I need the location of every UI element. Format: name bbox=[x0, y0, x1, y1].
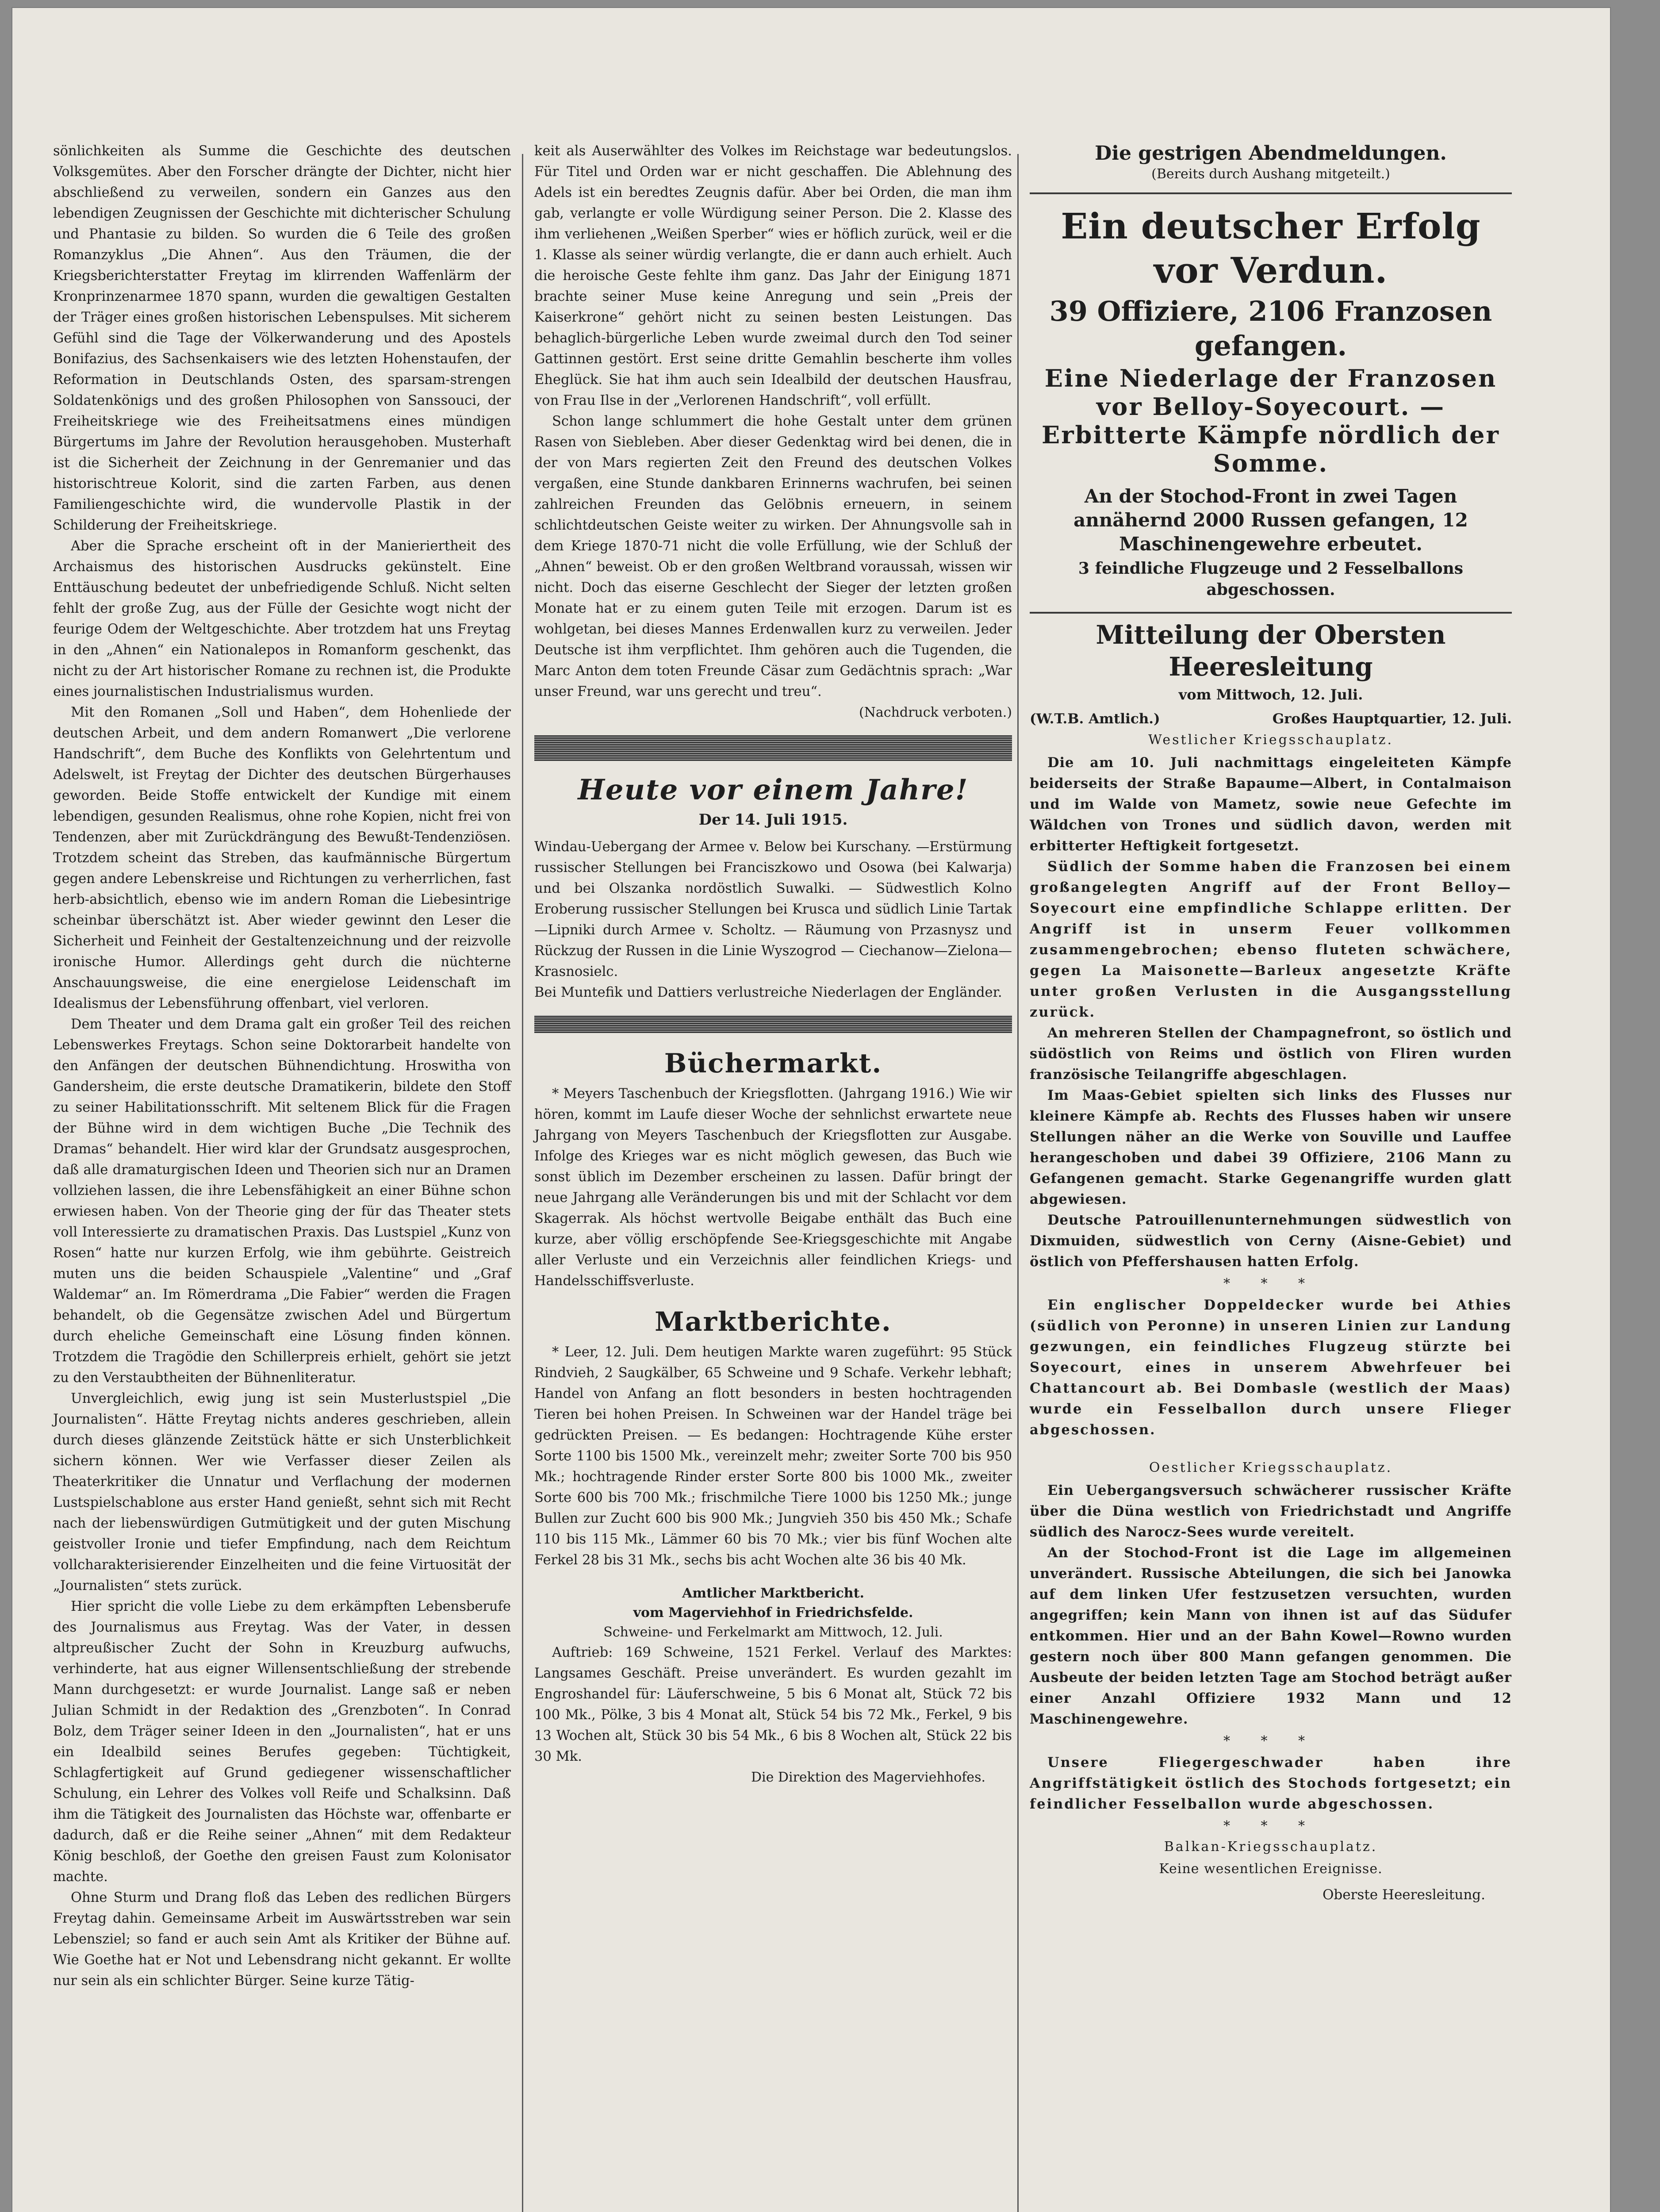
col1-paragraph: Hier spricht die volle Liebe zu dem erkämpften Lebensberufe des Journalismus aus Freytag. Was der Vater, in dessen altpreußischer Zucht der Sohn in Kreuzburg aufwuchs, verhinderte, hat aus eigner Willensentschließung der strebende Mann durchgesetzt: er wurde Journalist. Lange saß er neben Julian Schmidt in der Redaktion des „Grenzboten“. In Conrad Bolz, dem Träger seiner Ideen in den „Journalisten“, hat er uns ein Idealbild seines Berufes gegeben: Tüchtigkeit, Schlagfertigkeit auf Grund gediegener wissenschaftlicher Schulung, ein Lehrer des Volkes voll Reife und Schalksinn. Daß ihm die Tätigkeit des Journalisten das Höchste war, offenbarte er dadurch, daß er die Reihe seiner „Ahnen“ mit dem Redakteur König beschloß, der Goethe den greisen Faust zum Kolonisator machte. bbox=[53, 1599, 511, 1885]
headline-sub-5: 3 feindliche Flugzeuge und 2 Fesselballons abgeschossen. bbox=[1078, 559, 1464, 599]
divider bbox=[1030, 192, 1512, 194]
ohl-report-heading: Mitteilung der Obersten Heeresleitung bbox=[1030, 612, 1512, 683]
official-market-sign: Die Direktion des Magerviehhofes. bbox=[751, 1770, 985, 1785]
col1-paragraph: Unvergleichlich, ewig jung ist sein Musterlustspiel „Die Journalisten“. Hätte Freytag nichts anderes geschrieben, allein durch dieses glänzende Zeitstück hätte er sich Unsterblichkeit sichern können. Wer wie Verfasser dieser Zeilen als Theaterkritiker die Unnatur und Verflachung der modernen Lustspielschablone aus erster Hand genießt, sehnt sich mit Recht nach der liebenswürdigen Gutmütigkeit und der guten Mischung geistvoller Ironie und tiefer Empfindung, nach dem Reichtum vollcharakterisierender Einzelheiten und die feine Virtuosität der „Journalisten“ stets zurück. bbox=[53, 1391, 511, 1594]
market-paragraph: * Leer, 12. Juli. Dem heutigen Markte waren zugeführt: 95 Stück Rindvieh, 2 Saugkälber, 65 Schweine und 9 Schafe. Verkehr lebhaft; Handel von Anfang an flott besonders in besten hochtragenden Tieren bei hohen Preisen. In Schweinen war der Handel träge bei gedrückten Preisen. — Es bedangen: Hochtragende Kühe erster Sorte 1100 bis 1500 Mk., vereinzelt mehr; zweiter Sorte 700 bis 950 Mk.; hochtragende Rinder erster Sorte 800 bis 1000 Mk., zweiter Sorte 600 bis 700 Mk.; frischmilche Tiere 1000 bis 1250 Mk.; junge Bullen zur Zucht 600 bis 900 Mk.; Jungvieh 350 bis 450 Mk.; Schafe 110 bis 115 Mk., Lämmer 60 bis 70 Mk.; vier bis fünf Wochen alte Ferkel 28 bis 31 Mk., sechs bis acht Wochen alte 36 bis 40 Mk. bbox=[534, 1344, 1012, 1568]
books-paragraph: * Meyers Taschenbuch der Kriegsflotten. (Jahrgang 1916.) Wie wir hören, kommt im Laufe dieser Woche der sehnlichst erwartete neue Jahrgang von Meyers Taschenbuch der Kriegsflotten zur Ausgabe. Infolge des Krieges war es nicht möglich gewesen, das Buch wie sonst üblich im Dezember erscheinen zu lassen. Dafür bringt der neue Jahrgang alle Veränderungen bis und mit der Schlacht vor dem Skagerrak. Als höchst wertvolle Beigabe enthält das Buch eine kurze, aber völlig erschöpfende See-Kriegsgeschichte mit Angabe aller Verluste und ein Verzeichnis aller feindlichen Kriegs- und Handelsschiffsverluste. bbox=[534, 1086, 1012, 1289]
west-paragraph: Südlich der Somme haben die Franzosen bei einem großangelegten Angriff auf der Front Belloy—Soyecourt eine empfindliche Schlappe erlitten. Der Angriff ist in unserm Feuer vollkommen zusammengebrochen; ebenso fluteten schwächere, gegen La Maisonette—Barleux angesetzte Kräfte unter großen Verlusten in die Ausgangsstellung zurück. bbox=[1030, 859, 1512, 1020]
today-paragraph: Bei Muntefik und Dattiers verlustreiche Niederlagen der Engländer. bbox=[534, 985, 1002, 1000]
column-rule-2 bbox=[1017, 154, 1019, 2212]
official-market-paragraph: Auftrieb: 169 Schweine, 1521 Ferkel. Verlauf des Marktes: Langsames Geschäft. Preise unverändert. Es wurden gezahlt im Engroshandel für: Läuferschweine, 5 bis 6 Monat alt, Stück 72 bis 100 Mk., Pölke, 3 bis 4 Monat alt, Stück 54 bis 72 Mk., Ferkel, 9 bis 13 Wochen alt, Stück 30 bis 54 Mk., 6 bis 8 Wochen alt, Stück 22 bis 30 Mk. bbox=[534, 1645, 1012, 1764]
headline-sub-4: An der Stochod-Front in zwei Tagen annähernd 2000 Russen gefangen, 12 Maschinengewehre erbeutet. bbox=[1073, 485, 1468, 555]
official-market-title: Amtlicher Marktbericht. bbox=[682, 1586, 864, 1601]
separator-stars: * * * bbox=[1223, 1276, 1319, 1291]
column-rule-1 bbox=[522, 154, 523, 2212]
wtb-source: (W.T.B. Amtlich.) bbox=[1030, 711, 1160, 727]
column-1-feuilleton bbox=[53, 141, 511, 1991]
section-divider-bar bbox=[534, 1015, 1012, 1033]
col1-paragraph: Mit den Romanen „Soll und Haben“, dem Hohenliede der deutschen Arbeit, und dem andern Romanwert „Die verlorene Handschrift“, dem Buche des Konflikts von Gelehrtentum und Adelswelt, ist Freytag der Dichter des deutschen Bürgerhauses geworden. Beide Stoffe entwickelt der Kundige mit einem lebendigen, gesunden Realismus, ohne rohe Kopien, nicht frei von Tendenzen, aber mit Zurückdrängung des Bewußt-Tendenziösen. Trotzdem scheint das Streben, das kaufmännische Bürgertum gegen andere Lebenskreise und Richtungen zu verherrlichen, fast herb-absichtlich, ebenso wie im andern Roman die Liebesintrige scheinbar überschätzt ist. Aber wieder gewinnt den Leser die Sicherheit und Feinheit der Gestaltenzeichnung und der reizvolle ironische Humor. Allerdings geht durch die nüchterne Anschauungsweise, die eine energielose Leidenschaft im Idealismus der Lebensführung offenbart, viel verloren. bbox=[53, 705, 511, 1011]
west-paragraph: Deutsche Patrouillenunternehmungen südwestlich von Dixmuiden, südwestlich von Cerny (Aisne-Gebiet) und östlich von Pfeffershausen hatten Erfolg. bbox=[1030, 1212, 1512, 1270]
balkan-paragraph: Keine wesentlichen Ereignisse. bbox=[1159, 1861, 1383, 1877]
east-front-heading: Oestlicher Kriegsschauplatz. bbox=[1149, 1460, 1393, 1475]
air-paragraph-2: Unsere Fliegergeschwader haben ihre Angriffstätigkeit östlich des Stochods fortgesetzt; ein feindlicher Fesselballon wurde abgeschossen. bbox=[1030, 1755, 1512, 1812]
ohl-signature: Oberste Heeresleitung. bbox=[1322, 1887, 1485, 1903]
separator-stars: * * * bbox=[1223, 1818, 1319, 1834]
col2-paragraph: Schon lange schlummert die hohe Gestalt unter dem grünen Rasen von Siebleben. Aber dieser Gedenktag wird bei denen, die in der von Mars regierten Zeit den Freund des deutschen Volkes vergaßen, eine Stunde dankbaren Erinnerns wachrufen, bei seinen zahlreichen Freunden das Gelöbnis erneuern, in seinem schlichtdeutschen Geiste weiter zu wirken. Der Ahnungsvolle sah in dem Kriege 1870-71 nicht die volle Erfüllung, wie der Schluß der „Ahnen“ beweist. Ob er den großen Weltbrand voraussah, wissen wir nicht. Doch das eiserne Geschlecht der Sieger der letzten großen Monate hat er zu einem guten Teile mit erzogen. Darum ist es wohlgetan, bei dieses Mannes Erdenwallen kurz zu verweilen. Jeder Deutsche ist ihm verpflichtet. Ihm gehören auch die Tugenden, die Marc Anton dem toten Freunde Cäsar zum Gedächtnis sprach: „War unser Freund, war uns gerecht und treu“. bbox=[534, 414, 1012, 699]
east-paragraph: An der Stochod-Front ist die Lage im allgemeinen unverändert. Russische Abteilungen, die sich bei Janowka auf dem linken Ufer festzusetzen versuchten, wurden angegriffen; kein Mann von ihnen ist auf das Südufer entkommen. Hier und an der Bahn Kowel—Rowno wurden gestern noch über 800 Mann gefangen genommen. Die Ausbeute der beiden letzten Tage am Stochod beträgt außer einer Anzahl Offiziere 1932 Mann und 12 Maschinengewehre. bbox=[1030, 1545, 1512, 1727]
column-2 bbox=[534, 141, 1012, 1788]
column-3-war-news bbox=[1030, 141, 1512, 1903]
headline-sub-1: 39 Offiziere, 2106 Franzosen bbox=[1049, 295, 1492, 327]
reprint-note: (Nachdruck verboten.) bbox=[859, 705, 1012, 720]
headline-sub-2: gefangen. bbox=[1194, 330, 1347, 362]
headline-main: Ein deutscher Erfolg vor Verdun. bbox=[1061, 205, 1481, 291]
hq-dateline: Großes Hauptquartier, 12. Juli. bbox=[1272, 711, 1512, 727]
newspaper-page bbox=[12, 8, 1610, 2212]
col1-paragraph: Dem Theater und dem Drama galt ein großer Teil des reichen Lebenswerkes Freytags. Schon seine Doktorarbeit handelte von den Anfängen der deutschen Bühnendichtung. Hroswitha von Gandersheim, die erste deutsche Dramatikerin, bildete den Stoff zu seiner Habilitationsschrift. Mit seltenem Blick für die Fragen der Bühne wird in dem wichtigen Buche „Die Technik des Dramas“ behandelt. Hier wird klar der Grundsatz ausgesprochen, daß alle dramaturgischen Ideen und Theorien sich nur an Dramen vollziehen lassen, die ihre Lebensfähigkeit an einer Bühne schon erwiesen haben. Von der Theorie ging der für das Theater stets voll Interessierte zu dramatischen Praxis. Das Lustspiel „Kunz von Rosen“ hatte nur kurzen Erfolg, wie ihm gebührte. Geistreich muten uns die beiden Schauspiele „Valentine“ und „Graf Waldemar“ an. Im Römerdrama „Die Fabier“ werden die Fragen behandelt, ob die Gegensätze zwischen Adel und Bürgertum durch eheliche Gemeinschaft eine Lösung finden können. Trotzdem die Tragödie den Schillerpreis erhielt, gehört sie jetzt zu den Verstaubtheiten der Bühnenliteratur. bbox=[53, 1017, 511, 1386]
west-paragraph: Im Maas-Gebiet spielten sich links des Flusses nur kleinere Kämpfe ab. Rechts des Flusses haben wir unsere Stellungen näher an die Werke von Souville und Lauffee herangeschoben und dabei 39 Offiziere, 2106 Mann zu Gefangenen gemacht. Starke Gegenangriffe wurden glatt abgewiesen. bbox=[1030, 1087, 1512, 1207]
air-paragraph: Ein englischer Doppeldecker wurde bei Athies (südlich von Peronne) in unseren Linien zur Landung gezwungen, ein feindliches Flugzeug stürzte bei Soyecourt, eines in unserem Abwehrfeuer bei Chattancourt ab. Bei Dombasle (westlich der Maas) wurde ein Fesselballon durch unsere Flieger abgeschossen. bbox=[1030, 1297, 1512, 1438]
west-front-heading: Westlicher Kriegsschauplatz. bbox=[1148, 732, 1394, 748]
col1-paragraph: Aber die Sprache erscheint oft in der Manieriertheit des Archaismus des historischen Ausdrucks gekünstelt. Eine Enttäuschung bedeutet der unbefriedigende Schluß. Nicht selten fehlt der große Zug, aus der Fülle der Gesichte wogt nicht der feurige Odem der Weltgeschichte. Aber trotzdem hat uns Freytag in den „Ahnen“ ein Nationalepos in Romanform geschenkt, das nicht zu der Art historischer Romane zu rechnen ist, die Produkte eines journalistischen Industrialismus wurden. bbox=[53, 538, 511, 699]
separator-stars: * * * bbox=[1223, 1733, 1319, 1749]
today-paragraph: Windau-Uebergang der Armee v. Below bei Kurschany. —Erstürmung russischer Stellungen bei Franciszkowo und Osowa (bei Kalwarja) und bei Olszanka nordöstlich Suwalki. — Südwestlich Kolno Eroberung russischer Stellungen bei Krusca und südlich Linie Tartak—Lipniki durch Armee v. Scholtz. — Räumung von Przasnysz und Rückzug der Russen in die Linie Wyszogrod — Ciechanow—Zielona—Krasnosielc. bbox=[534, 839, 1012, 979]
section-divider-bar bbox=[534, 735, 1012, 761]
col2-paragraph: keit als Auserwählter des Volkes im Reichstage war bedeutungslos. Für Titel und Orden war er nicht geschaffen. Die Ablehnung des Adels ist ein beredtes Zeugnis dafür. Aber bei Orden, die man ihm gab, verlangte er volle Würdigung seiner Person. Die 2. Klasse des ihm verliehenen „Weißen Sperber“ wies er höflich zurück, weil er die 1. Klasse als seiner würdig verlangte, die er dann auch erhielt. Auch die heroische Geste fehlte ihm ganz. Das Jahr der Einigung 1871 brachte seiner Muse keine Anregung und sein „Preis der Kaiserkrone“ gehört nicht zu seinen besten Leistungen. Das behaglich-bürgerliche Leben wurde zweimal durch den Tod seiner Gattinnen gestört. Erst seine dritte Gemahlin bescherte ihm volles Eheglück. Sie hat ihm auch sein Idealbild der deutschen Hausfrau, von Frau Ilse in der „Verlorenen Handschrift“, voll erfüllt. bbox=[534, 143, 1012, 408]
evening-reports-note: (Bereits durch Aushang mitgeteilt.) bbox=[1151, 166, 1390, 182]
evening-reports-title: Die gestrigen Abendmeldungen. bbox=[1095, 142, 1447, 165]
west-paragraph: Die am 10. Juli nachmittags eingeleiteten Kämpfe beiderseits der Straße Bapaume—Albert, in Contalmaison und im Walde von Mametz, sowie neue Gefechte im Wäldchen von Trones und südlich davon, werden mit erbitterter Heftigkeit fortgesetzt. bbox=[1030, 755, 1512, 854]
today-heading: Heute vor einem Jahre! bbox=[578, 773, 969, 806]
col1-paragraph: sönlichkeiten als Summe die Geschichte des deutschen Volksgemütes. Aber den Forscher drängte der Dichter, nicht hier abschließend zu verweilen, sondern ein Ganzes aus den lebendigen Zeugnissen der Geschichte mit dichterischer Schulung und Phantasie zu bilden. So wurden die 6 Teile des großen Romanzyklus „Die Ahnen“. Aus den Träumen, die der Kriegsberichterstatter Freytag im klirrenden Waffenlärm der Kronprinzenarmee 1870 spann, wurden die gewaltigen Gestalten der Träger eines großen historischen Lebenspulses. Mit sicherem Gefühl sind die Tage der Völkerwanderung und des Apostels Bonifazius, des Sachsenkaisers wie des letzten Hohenstaufen, der Reformation in Deutschlands Osten, des sparsam-strengen Soldatenkönigs und des großen Philosophen von Sanssouci, der Freiheitskriege wie des Freiheitsatmens eines mündigen Bürgertums im Jahre der Revolution herausgehoben. Musterhaft ist die Sicherheit der Zeichnung in der Genremanier und das historischtreue Kolorit, sind die zarten Farben, aus denen Familiengeschichte wird, die wundervolle Plastik in der Schilderung der Freiheitskriege. bbox=[53, 143, 511, 533]
today-date: Der 14. Juli 1915. bbox=[698, 811, 848, 829]
headline-sub-3: Eine Niederlage der Franzosen vor Belloy-Soyecourt. — Erbitterte Kämpfe nördlich der Somme. bbox=[1042, 364, 1500, 477]
col1-paragraph: Ohne Sturm und Drang floß das Leben des redlichen Bürgers Freytag dahin. Gemeinsame Arbeit im Auswärtsstreben war sein Lebensziel; so fand er auch sein Amt als Kritiker der Bühne auf. Wie Goethe hat er Not und Lebensdrang nicht gekannt. Er wollte nur sein als ein schlichter Bürger. Seine kurze Tätig- bbox=[53, 1890, 511, 1989]
balkan-front-heading: Balkan-Kriegsschauplatz. bbox=[1164, 1839, 1378, 1855]
market-heading: Marktberichte. bbox=[655, 1306, 892, 1337]
books-heading: Büchermarkt. bbox=[664, 1048, 882, 1079]
official-market-sub2: Schweine- und Ferkelmarkt am Mittwoch, 12. Juli. bbox=[603, 1624, 943, 1640]
east-paragraph: Ein Uebergangsversuch schwächerer russischer Kräfte über die Düna westlich von Friedrichstadt und Angriffe südlich des Narocz-Sees wurde vereitelt. bbox=[1030, 1482, 1512, 1540]
ohl-report-date: vom Mittwoch, 12. Juli. bbox=[1178, 686, 1363, 703]
west-paragraph: An mehreren Stellen der Champagnefront, so östlich und südöstlich von Reims und östlich von Fliren wurden französische Teilangriffe abgeschlagen. bbox=[1030, 1025, 1512, 1083]
official-market-sub: vom Magerviehhof in Friedrichsfelde. bbox=[633, 1605, 913, 1621]
dateline-row bbox=[1030, 711, 1512, 727]
